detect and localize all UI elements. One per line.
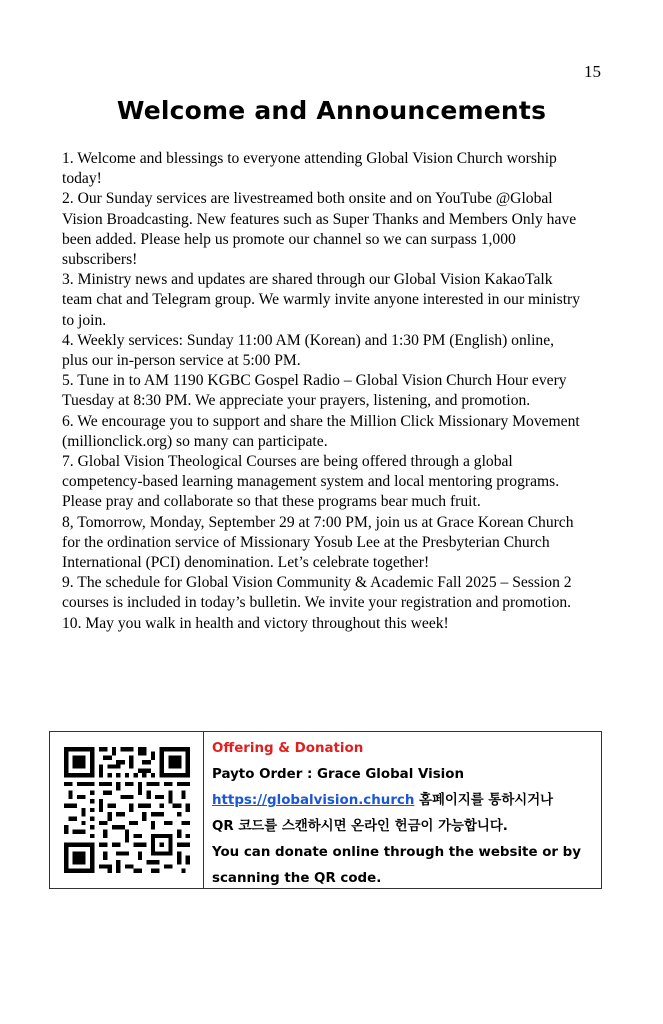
announcement-item: 2. Our Sunday services are livestreamed both onsite and on YouTube @Global Vision Broadcasting. New features such as Super Thanks and Members Only have been added. Please help us promote our channel so we can surpass 1,000 subscribers!: [62, 190, 577, 269]
korean-text-1: 홈페이지를 통하시거나: [414, 793, 554, 808]
offering-box: [49, 731, 602, 889]
offering-info: [204, 732, 601, 888]
announcement-list: [62, 149, 582, 634]
announcement-item: 10. May you walk in health and victory throughout this week!: [62, 614, 449, 632]
announcement-item: 6. We encourage you to support and share the Million Click Missionary Movement (millionclick.org) so many can participate.: [62, 412, 580, 450]
qr-cell: [50, 732, 204, 888]
website-line: [212, 788, 601, 814]
announcement-item: 3. Ministry news and updates are shared through our Global Vision KakaoTalk team chat and Telegram group. We warmly invite anyone interested in our ministry to join.: [62, 271, 581, 329]
english-text-2: scanning the QR code.: [212, 871, 382, 886]
announcement-item: 1. Welcome and blessings to everyone attending Global Vision Church worship today!: [62, 150, 557, 188]
offering-heading: Offering & Donation: [212, 741, 364, 756]
announcement-item: 5. Tune in to AM 1190 KGBC Gospel Radio – Global Vision Church Hour every Tuesday at 8:30 PM. We appreciate your prayers, listening, and promotion.: [62, 372, 567, 410]
announcement-item: 8, Tomorrow, Monday, September 29 at 7:00 PM, join us at Grace Korean Church for the ordination service of Missionary Yosub Lee at the Presbyterian Church International (PCI) denomination. Let’s celebrate together!: [62, 513, 574, 572]
page-title: Welcome and Announcements: [116, 96, 547, 125]
page-number: 15: [584, 62, 601, 81]
qr-code-icon[interactable]: [64, 747, 190, 873]
website-link[interactable]: https://globalvision.church: [212, 793, 415, 808]
announcement-item: 9. The schedule for Global Vision Community & Academic Fall 2025 – Session 2 courses is included in today’s bulletin. We invite your registration and promotion.: [62, 574, 572, 612]
english-text-1: You can donate online through the website or by: [212, 845, 581, 860]
announcement-item: 4. Weekly services: Sunday 11:00 AM (Korean) and 1:30 PM (English) online, plus our in-person service at 5:00 PM.: [62, 331, 555, 370]
announcement-item: 7. Global Vision Theological Courses are being offered through a global competency-based learning management system and local mentoring programs. Please pray and collaborate so that these programs bear much fruit.: [62, 453, 560, 511]
payto-line: Payto Order : Grace Global Vision: [212, 767, 464, 782]
korean-text-2: QR 코드를 스캔하시면 온라인 헌금이 가능합니다.: [212, 819, 508, 834]
